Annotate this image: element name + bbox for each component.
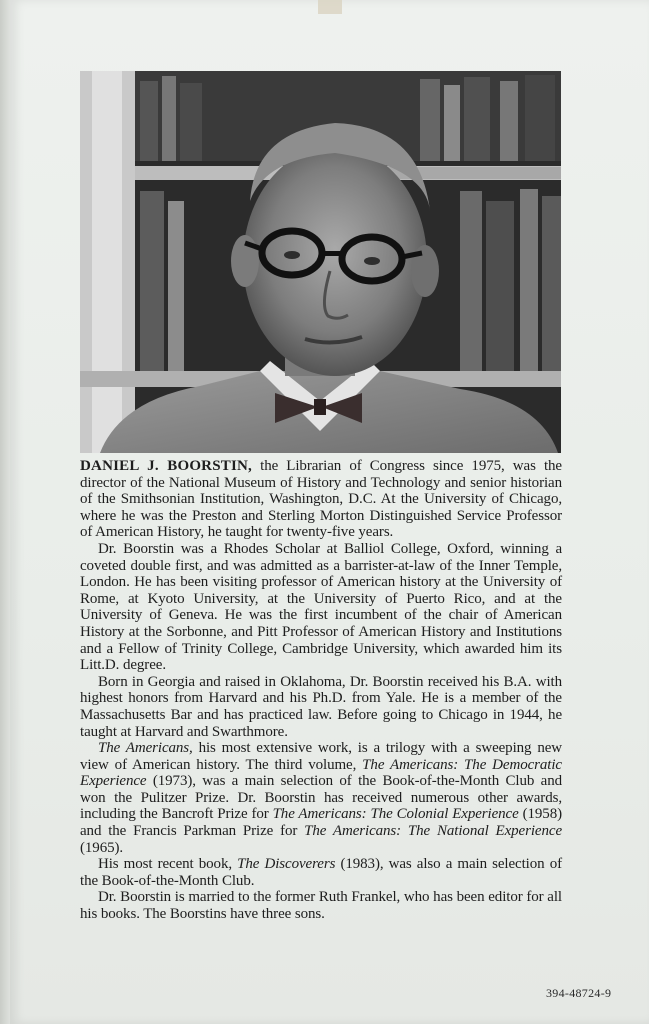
portrait-illustration	[80, 71, 561, 453]
bio-text: his most extensive work, is a trilogy with a sweeping new view of American history. The third volume,	[80, 740, 563, 773]
bio-paragraph: Dr. Boorstin is married to the former Ruth Frankel, who has been editor for all his books. The Boorstins have three sons.	[80, 889, 562, 923]
book-title: The Discoverers	[237, 856, 336, 873]
author-biography	[80, 458, 562, 923]
bio-text: the Librarian of Congress since 1975, was the director of the National Museum of History and Technology and senior historian of the Smithsonian Institution, Washington, D.C. At the University of Chicago, where he was the Preston and Sterling Morton Distinguished Service Professor of American History, he taught for twenty-five years.	[80, 458, 562, 541]
bio-text: (1983), was also a main selection of the Book-of-the-Month Club.	[80, 856, 562, 889]
bio-text: (1965).	[80, 839, 124, 856]
bio-paragraph: Born in Georgia and raised in Oklahoma, Dr. Boorstin received his B.A. with highest honors from Harvard and his Ph.D. from Yale. He is a member of the Massachusetts Bar and has practiced law. Before going to Chicago in 1944, he taught at Harvard and Swarthmore.	[80, 673, 562, 740]
bio-paragraph	[80, 458, 562, 541]
book-title: The Americans,	[98, 740, 193, 757]
bio-text: (1958) and the Francis Parkman Prize for	[80, 806, 562, 840]
bio-paragraph	[80, 740, 562, 856]
book-title: The Americans: The National Experience	[304, 823, 562, 840]
isbn-number: 394-48724-9	[546, 986, 612, 1000]
bio-paragraph	[80, 856, 562, 889]
bio-paragraph: Dr. Boorstin was a Rhodes Scholar at Balliol College, Oxford, winning a coveted double first, and was admitted as a barrister-at-law of the Inner Temple, London. He has been visiting professor of American history at the University of Rome, at Kyoto University, at the University of Puerto Rico, and at the University of Geneva. He was the first incumbent of the chair of American History at the Sorbonne, and Pitt Professor of American History and Institutions and a Fellow of Trinity College, Cambridge University, which awarded him its Litt.D. degree.	[80, 540, 562, 674]
bio-text: (1973), was a main selection of the Book-of-the-Month Club and won the Pulitzer Prize. Dr. Boorstin has received numerous other awards, including the Bancroft Prize for	[80, 773, 562, 823]
author-name: DANIEL J. BOORSTIN,	[80, 458, 252, 474]
bio-text: His most recent book,	[98, 856, 238, 873]
tape-fragment	[318, 0, 342, 14]
book-title: The Americans: The Democratic Experience	[80, 756, 562, 790]
book-title: The Americans: The Colonial Experience	[272, 806, 519, 823]
author-portrait-photo	[80, 71, 561, 453]
